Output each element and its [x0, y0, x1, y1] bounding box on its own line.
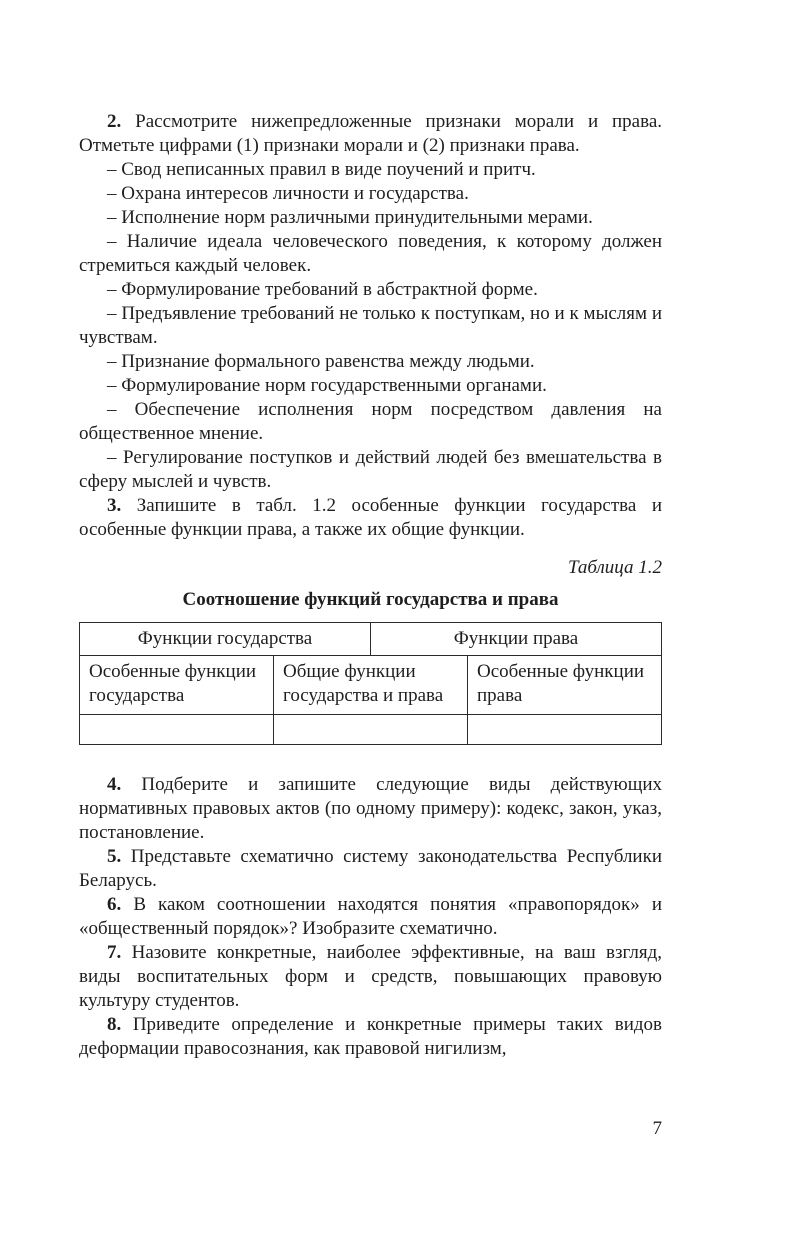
exercise-6-paragraph — [79, 893, 662, 941]
table-caption: Таблица 1.2 — [568, 557, 662, 578]
functions-table — [79, 622, 662, 745]
list-item: – Формулирование норм государственными органами. — [107, 375, 547, 396]
list-item: – Предъявление требований не только к поступкам, но и к мыслям и чувствам. — [79, 303, 662, 348]
exercise-3-paragraph — [79, 494, 662, 542]
list-item: – Обеспечение исполнения норм посредством давления на общественное мнение. — [79, 399, 662, 444]
list-item: – Охрана интересов личности и государства. — [107, 183, 469, 204]
exercise-4-paragraph — [79, 773, 662, 845]
exercise-8-number: 8. — [107, 1014, 122, 1035]
table-empty-cell — [274, 715, 468, 745]
exercise-7-paragraph — [79, 941, 662, 1013]
exercise-4-number: 4. — [107, 774, 122, 795]
list-item: – Признание формального равенства между людьми. — [107, 351, 535, 372]
exercise-3-number: 3. — [107, 495, 122, 516]
exercise-2-paragraph — [79, 110, 662, 158]
list-item: – Наличие идеала человеческого поведения, к которому должен стремиться каждый человек. — [79, 231, 662, 276]
exercise-5-text: Представьте схематично систему законодательства Республики Беларусь. — [79, 846, 663, 891]
exercise-3-text: Запишите в табл. 1.2 особенные функции государства и особенные функции права, а также их общие функции. — [79, 495, 663, 540]
exercise-4-text: Подберите и запишите следующие виды действующих нормативных правовых актов (по одному примеру): кодекс, закон, указ, постановление. — [79, 774, 662, 843]
exercise-8-text: Приведите определение и конкретные примеры таких видов деформации правосознания, как правовой нигилизм, — [79, 1014, 663, 1059]
table-empty-cell — [468, 715, 662, 745]
exercise-6-text: В каком соотношении находятся понятия «правопорядок» и «общественный порядок»? Изобразите схематично. — [79, 894, 663, 939]
table-header-row — [80, 623, 662, 656]
list-item: – Исполнение норм различными принудительными мерами. — [107, 207, 593, 228]
subheader-cell-special-state-functions: Особенные функции государства — [80, 656, 274, 715]
list-item: – Свод неписанных правил в виде поучений и притч. — [107, 159, 536, 180]
exercise-6-number: 6. — [107, 894, 122, 915]
exercise-5-number: 5. — [107, 846, 122, 867]
exercise-2-number: 2. — [107, 111, 122, 132]
table-subheader-row — [80, 656, 662, 715]
page-text — [79, 110, 662, 1061]
list-item: – Регулирование поступков и действий людей без вмешательства в сферу мыслей и чувств. — [79, 447, 662, 492]
header-cell-law-functions: Функции права — [371, 623, 662, 656]
exercise-2-text: Рассмотрите нижепредложенные признаки морали и права. Отметьте цифрами (1) признаки морали и (2) признаки права. — [79, 111, 663, 156]
exercise-7-text: Назовите конкретные, наиболее эффективные, на ваш взгляд, виды воспитательных форм и средств, повышающих правовую культуру студентов. — [79, 942, 662, 1011]
exercise-5-paragraph — [79, 845, 662, 893]
header-cell-state-functions: Функции государства — [80, 623, 371, 656]
table-title: Соотношение функций государства и права — [182, 589, 559, 610]
exercise-8-paragraph — [79, 1013, 662, 1061]
list-item: – Формулирование требований в абстрактной форме. — [107, 279, 538, 300]
table-empty-cell — [80, 715, 274, 745]
subheader-cell-special-law-functions: Особенные функции права — [468, 656, 662, 715]
subheader-cell-common-functions: Общие функции государства и права — [274, 656, 468, 715]
table-empty-row — [80, 715, 662, 745]
exercise-7-number: 7. — [107, 942, 122, 963]
page-number: 7 — [652, 1118, 662, 1139]
